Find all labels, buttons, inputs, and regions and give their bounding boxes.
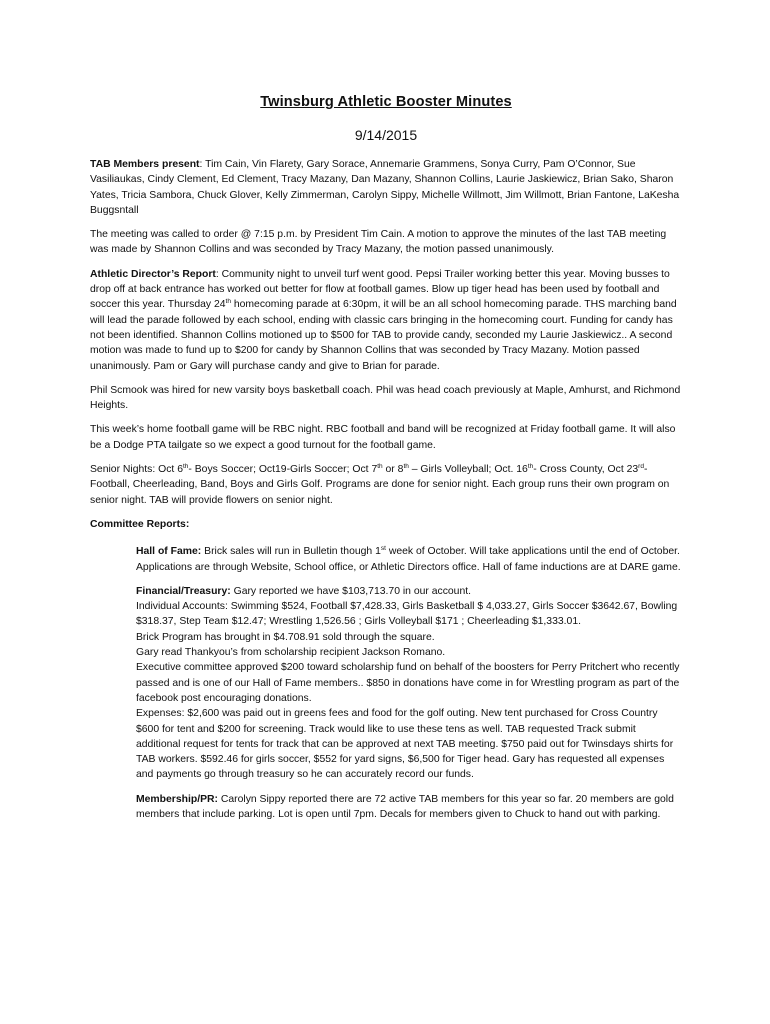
hall-of-fame-paragraph — [136, 544, 682, 575]
senior-nights-paragraph — [90, 462, 682, 508]
senior-nights-ordinal-4: th — [527, 463, 534, 471]
members-present-text: : Tim Cain, Vin Flarety, Gary Sorace, Annemarie Grammens, Sonya Curry, Pam O’Connor, Sue Vasiliaukas, Cindy Clement, Ed Clement, Tracy Mazany, Dan Mazany, Shannon Collins, Laurie Jaskiewicz, Brian Sako, Sharon Yates, Tricia Sambora, Chuck Glover, Kelly Zimmerman, Carolyn Sippy, Michelle Willmott, Jim Willmott, Brian Fantone, LaKesha Buggsntall — [90, 159, 680, 216]
committee-reports-heading: Committee Reports: — [90, 518, 190, 530]
senior-nights-text-5: - Cross County, Oct 23 — [533, 464, 639, 476]
meeting-date: 9/14/2015 — [354, 127, 418, 143]
ad-report-text-1: : Community night to unveil turf went good. Pepsi Trailer working better this year. Moving busses to drop off at back entrance has worked out better for flow at football games. Blow up tiger head has been used by football and soccer this year. Thursday 24 — [90, 268, 670, 311]
document-content — [90, 92, 682, 831]
financial-intro-text: Gary reported we have $103,713.70 in our account. — [230, 585, 472, 597]
athletic-director-report-label: Athletic Director’s Report — [90, 268, 216, 280]
home-game-paragraph: This week’s home football game will be RBC night. RBC football and band will be recognized at Friday football game. It will also be a Dodge PTA tailgate so we expect a good turnout for the football game. — [90, 424, 676, 451]
hall-of-fame-label: Hall of Fame: — [136, 546, 202, 558]
financial-treasury-block — [136, 584, 682, 783]
expenses-line: Expenses: $2,600 was paid out in greens fees and food for the golf outing. New tent purchased for Cross Country $600 for tent and $200 for screening. Track would like to use these tens as well. TAB requested Track submit additional request for tents for track that can be approved at next TAB meeting. $750 paid out for Twinsdays shirts for TAB workers. $592.46 for girls soccer, $552 for yard signs, $6,500 for Tiger head. Gary has requested all expenses and payments go through treasury so he can accurately record our funds. — [136, 708, 674, 781]
individual-accounts-line: Individual Accounts: Swimming $524, Football $7,428.33, Girls Basketball $ 4,033.27, Girls Soccer $3642.67, Bowling $318.37, Step Team $12.47; Wrestling 1,526.56 ; Girls Volleyball $171 ; Cheerleading $1,333.01. — [136, 601, 678, 628]
financial-intro-line — [136, 584, 682, 599]
senior-nights-ordinal-1: th — [182, 463, 189, 471]
brick-program-line: Brick Program has brought in $4.708.91 sold through the square. — [136, 631, 435, 643]
senior-nights-text-4: – Girls Volleyball; Oct. 16 — [408, 464, 528, 476]
membership-pr-label: Membership/PR: — [136, 793, 218, 805]
athletic-director-report-paragraph — [90, 267, 682, 374]
senior-nights-text-3: or 8 — [382, 464, 404, 476]
hall-of-fame-text-2: week of October. Will take applications until the end of October. Applications are through Website, School office, or Athletic Directors office. Hall of fame inductions are at DARE game. — [136, 546, 681, 573]
membership-pr-text: Carolyn Sippy reported there are 72 active TAB members for this year so far. 20 members are gold members that include parking. Lot is open until 7pm. Decals for members given to Chuck to hand out with parking. — [136, 793, 674, 820]
senior-nights-ordinal-2: th — [377, 463, 383, 471]
hall-of-fame-text-1: Brick sales will run in Bulletin though 1 — [201, 546, 381, 558]
senior-nights-ordinal-5: rd — [638, 463, 644, 471]
senior-nights-text-2: - Boys Soccer; Oct19-Girls Soccer; Oct 7 — [188, 464, 378, 476]
hall-of-fame-ordinal: st — [380, 545, 386, 553]
document-title: Twinsburg Athletic Booster Minutes — [260, 94, 512, 110]
ad-report-text-2: homecoming parade at 6:30pm, it will be an all school homecoming parade. THS marching band will lead the parade followed by each school, ending with classic cars bringing in the homecoming court. Funding for candy has not been identified. Shannon Collins motioned up to $500 for TAB to provide candy, seconded my Laurie Jaskiewicz.. A second motion was made to fund up to $200 for candy by Shannon Collins that was seconded by Tracy Mazany. Motion passed unanimously. Pam or Gary will purchase candy and give to Brian for parade. — [90, 299, 677, 372]
coach-paragraph: Phil Scmook was hired for new varsity boys basketball coach. Phil was head coach previously at Maple, Amhurst, and Richmond Heights. — [90, 384, 681, 412]
senior-nights-text-1: Senior Nights: Oct 6 — [90, 464, 183, 476]
ad-report-ordinal: th — [225, 298, 231, 306]
senior-nights-ordinal-3: th — [403, 463, 409, 471]
thankyou-line: Gary read Thankyou’s from scholarship recipient Jackson Romano. — [136, 647, 446, 659]
members-present-label: TAB Members present — [90, 159, 200, 170]
call-to-order-paragraph: The meeting was called to order @ 7:15 p.m. by President Tim Cain. A motion to approve the minutes of the last TAB meeting was made by Shannon Collins and was seconded by Tracy Mazany, the motion passed unanimously. — [90, 229, 667, 256]
members-present-paragraph — [90, 157, 682, 218]
financial-treasury-label: Financial/Treasury: — [136, 585, 231, 597]
senior-nights-text-6: - Football, Cheerleading, Band, Boys and Girls Golf. Programs are done for senior night. Each group runs their own program on senior night. TAB will provide flowers on senior night. — [90, 464, 670, 506]
committee-reports-section — [136, 544, 682, 822]
membership-pr-paragraph — [136, 792, 682, 823]
executive-committee-line: Executive committee approved $200 toward scholarship fund on behalf of the boosters for Perry Pritchert who recently passed and is one of our Hall of Fame members.. $850 in donations have come in for Wrestling program as part of the facebook post encouraging donations. — [136, 662, 680, 704]
